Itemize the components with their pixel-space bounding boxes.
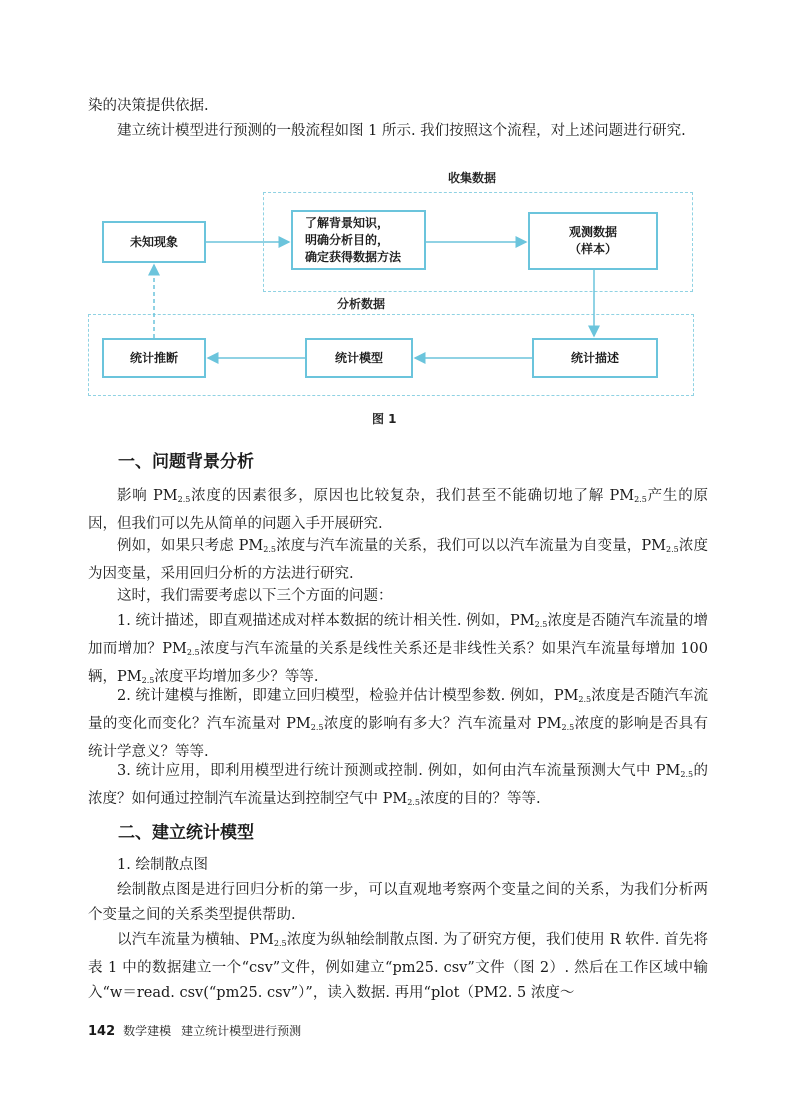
section-2-paragraph-1: 绘制散点图是进行回归分析的第一步，可以直观地考察两个变量之间的关系，为我们分析两个变量之间的关系类型提供帮助.	[88, 882, 708, 923]
section-1-item-2	[88, 684, 708, 765]
diagram-arrows	[88, 168, 708, 408]
s1p2-sub-a: 2.5	[263, 545, 276, 554]
box-inference-text: 统计推断	[129, 350, 178, 365]
s1p2-text-a: 例如，如果只考虑 PM	[117, 538, 264, 554]
section-1-item-1	[88, 609, 708, 693]
s1i2-sub-a: 2.5	[578, 695, 592, 704]
section-1-paragraph-1	[88, 484, 708, 537]
intro-paragraph-1: 染的决策提供依据.	[88, 98, 209, 114]
s1i1-text-d: 浓度平均增加多少？等等.	[154, 669, 319, 685]
page-number: 142	[88, 1024, 116, 1039]
observed-line-1: 观测数据	[568, 225, 617, 239]
collect-data-label: 收集数据	[448, 171, 497, 185]
s1p2-sub-b: 2.5	[666, 545, 679, 554]
s1p1-text-a: 影响 PM	[117, 488, 178, 504]
s2p2-text-a: 以汽车流量为横轴、PM	[117, 932, 274, 948]
footer-book-title: 数学建模	[123, 1024, 172, 1038]
s1p1-sub-a: 2.5	[177, 495, 191, 504]
footer-chapter-title: 建立统计模型进行预测	[181, 1024, 302, 1038]
figure-caption: 图 1	[372, 412, 397, 426]
s1i2-text-a: 2. 统计建模与推断，即建立回归模型，检验并估计模型参数. 例如，PM	[117, 688, 579, 704]
s1p1-text-b: 浓度的因素很多，原因也比较复杂，我们甚至不能确切地了解 PM	[190, 488, 635, 504]
background-line-1: 了解背景知识，	[305, 215, 390, 230]
s1i1-sub-b: 2.5	[186, 648, 200, 657]
s1i3-text-c: 浓度的目的？等等.	[419, 791, 541, 807]
s1i2-text-d: 浓度的影响是否具有统计学意义？等等.	[88, 716, 709, 760]
box-describe-text: 统计描述	[570, 350, 619, 365]
s1p2-text-b: 浓度与汽车流量的关系，我们可以以汽车流量为自变量，PM	[275, 538, 667, 554]
section-1-title: 一、问题背景分析	[118, 452, 254, 472]
s1i2-sub-c: 2.5	[561, 723, 575, 732]
intro-paragraph-2: 建立统计模型进行预测的一般流程如图 1 所示. 我们按照这个流程，对上述问题进行研究.	[117, 123, 686, 139]
analyze-data-label: 分析数据	[337, 297, 386, 311]
background-line-2: 明确分析目的，	[305, 232, 390, 247]
flow-diagram	[88, 168, 708, 428]
s1i3-sub-b: 2.5	[407, 798, 420, 807]
section-2-title: 二、建立统计模型	[118, 823, 254, 843]
s1i1-text-c: 浓度与汽车流量的关系是线性关系还是非线性关系？如果汽车流量每增加 100 辆，PM	[88, 641, 708, 685]
s1i3-text-a: 3. 统计应用，即利用模型进行统计预测或控制. 例如，如何由汽车流量预测大气中 PM	[117, 763, 681, 779]
page-footer	[88, 1022, 301, 1039]
section-1-paragraph-3: 这时，我们需要考虑以下三个方面的问题：	[117, 588, 393, 604]
section-1-item-3	[88, 759, 708, 815]
box-unknown-text: 未知现象	[129, 234, 178, 249]
s1i2-text-b: 浓度是否随汽车流量的变化而变化？汽车流量对 PM	[88, 688, 708, 732]
background-line-3: 确定获得数据方法	[305, 249, 402, 264]
s1p1-sub-b: 2.5	[634, 495, 647, 504]
section-2-subheading: 1. 绘制散点图	[117, 857, 208, 873]
section-2-paragraph-2	[88, 928, 708, 1006]
s1i2-sub-b: 2.5	[310, 723, 324, 732]
s2p2-sub-a: 2.5	[273, 939, 287, 948]
s1i3-sub-a: 2.5	[680, 770, 694, 779]
s1p2-text-c: 浓度为因变量，采用回归分析的方法进行研究.	[88, 538, 708, 582]
section-1-paragraph-2	[88, 534, 708, 587]
s1i2-text-c: 浓度的影响有多大？汽车流量对 PM	[323, 716, 562, 732]
s1i1-sub-a: 2.5	[534, 620, 548, 629]
s1i1-sub-c: 2.5	[141, 676, 155, 685]
s1i1-text-b: 浓度是否随汽车流量的增加而增加？PM	[88, 613, 709, 657]
box-model-text: 统计模型	[334, 350, 383, 365]
s1i3-text-b: 的浓度？如何通过控制汽车流量达到控制空气中 PM	[88, 763, 709, 807]
s2p2-text-b: 浓度为纵轴绘制散点图. 为了研究方便，我们使用 R 软件. 首先将表 1 中的数据建立一个“csv”文件，例如建立“pm25. csv”文件（图 2）. 然后在工作区域中输入“w＝read. csv(“pm25. csv”）”，读入数据. 再用“plot（PM2. 5 浓度～	[88, 932, 708, 1001]
s1i1-text-a: 1. 统计描述，即直观描述成对样本数据的统计相关性. 例如，PM	[117, 613, 535, 629]
observed-line-2: （样本）	[568, 242, 617, 256]
s1p1-text-c: 产生的原因，但我们可以先从简单的问题入手开展研究.	[88, 488, 709, 532]
